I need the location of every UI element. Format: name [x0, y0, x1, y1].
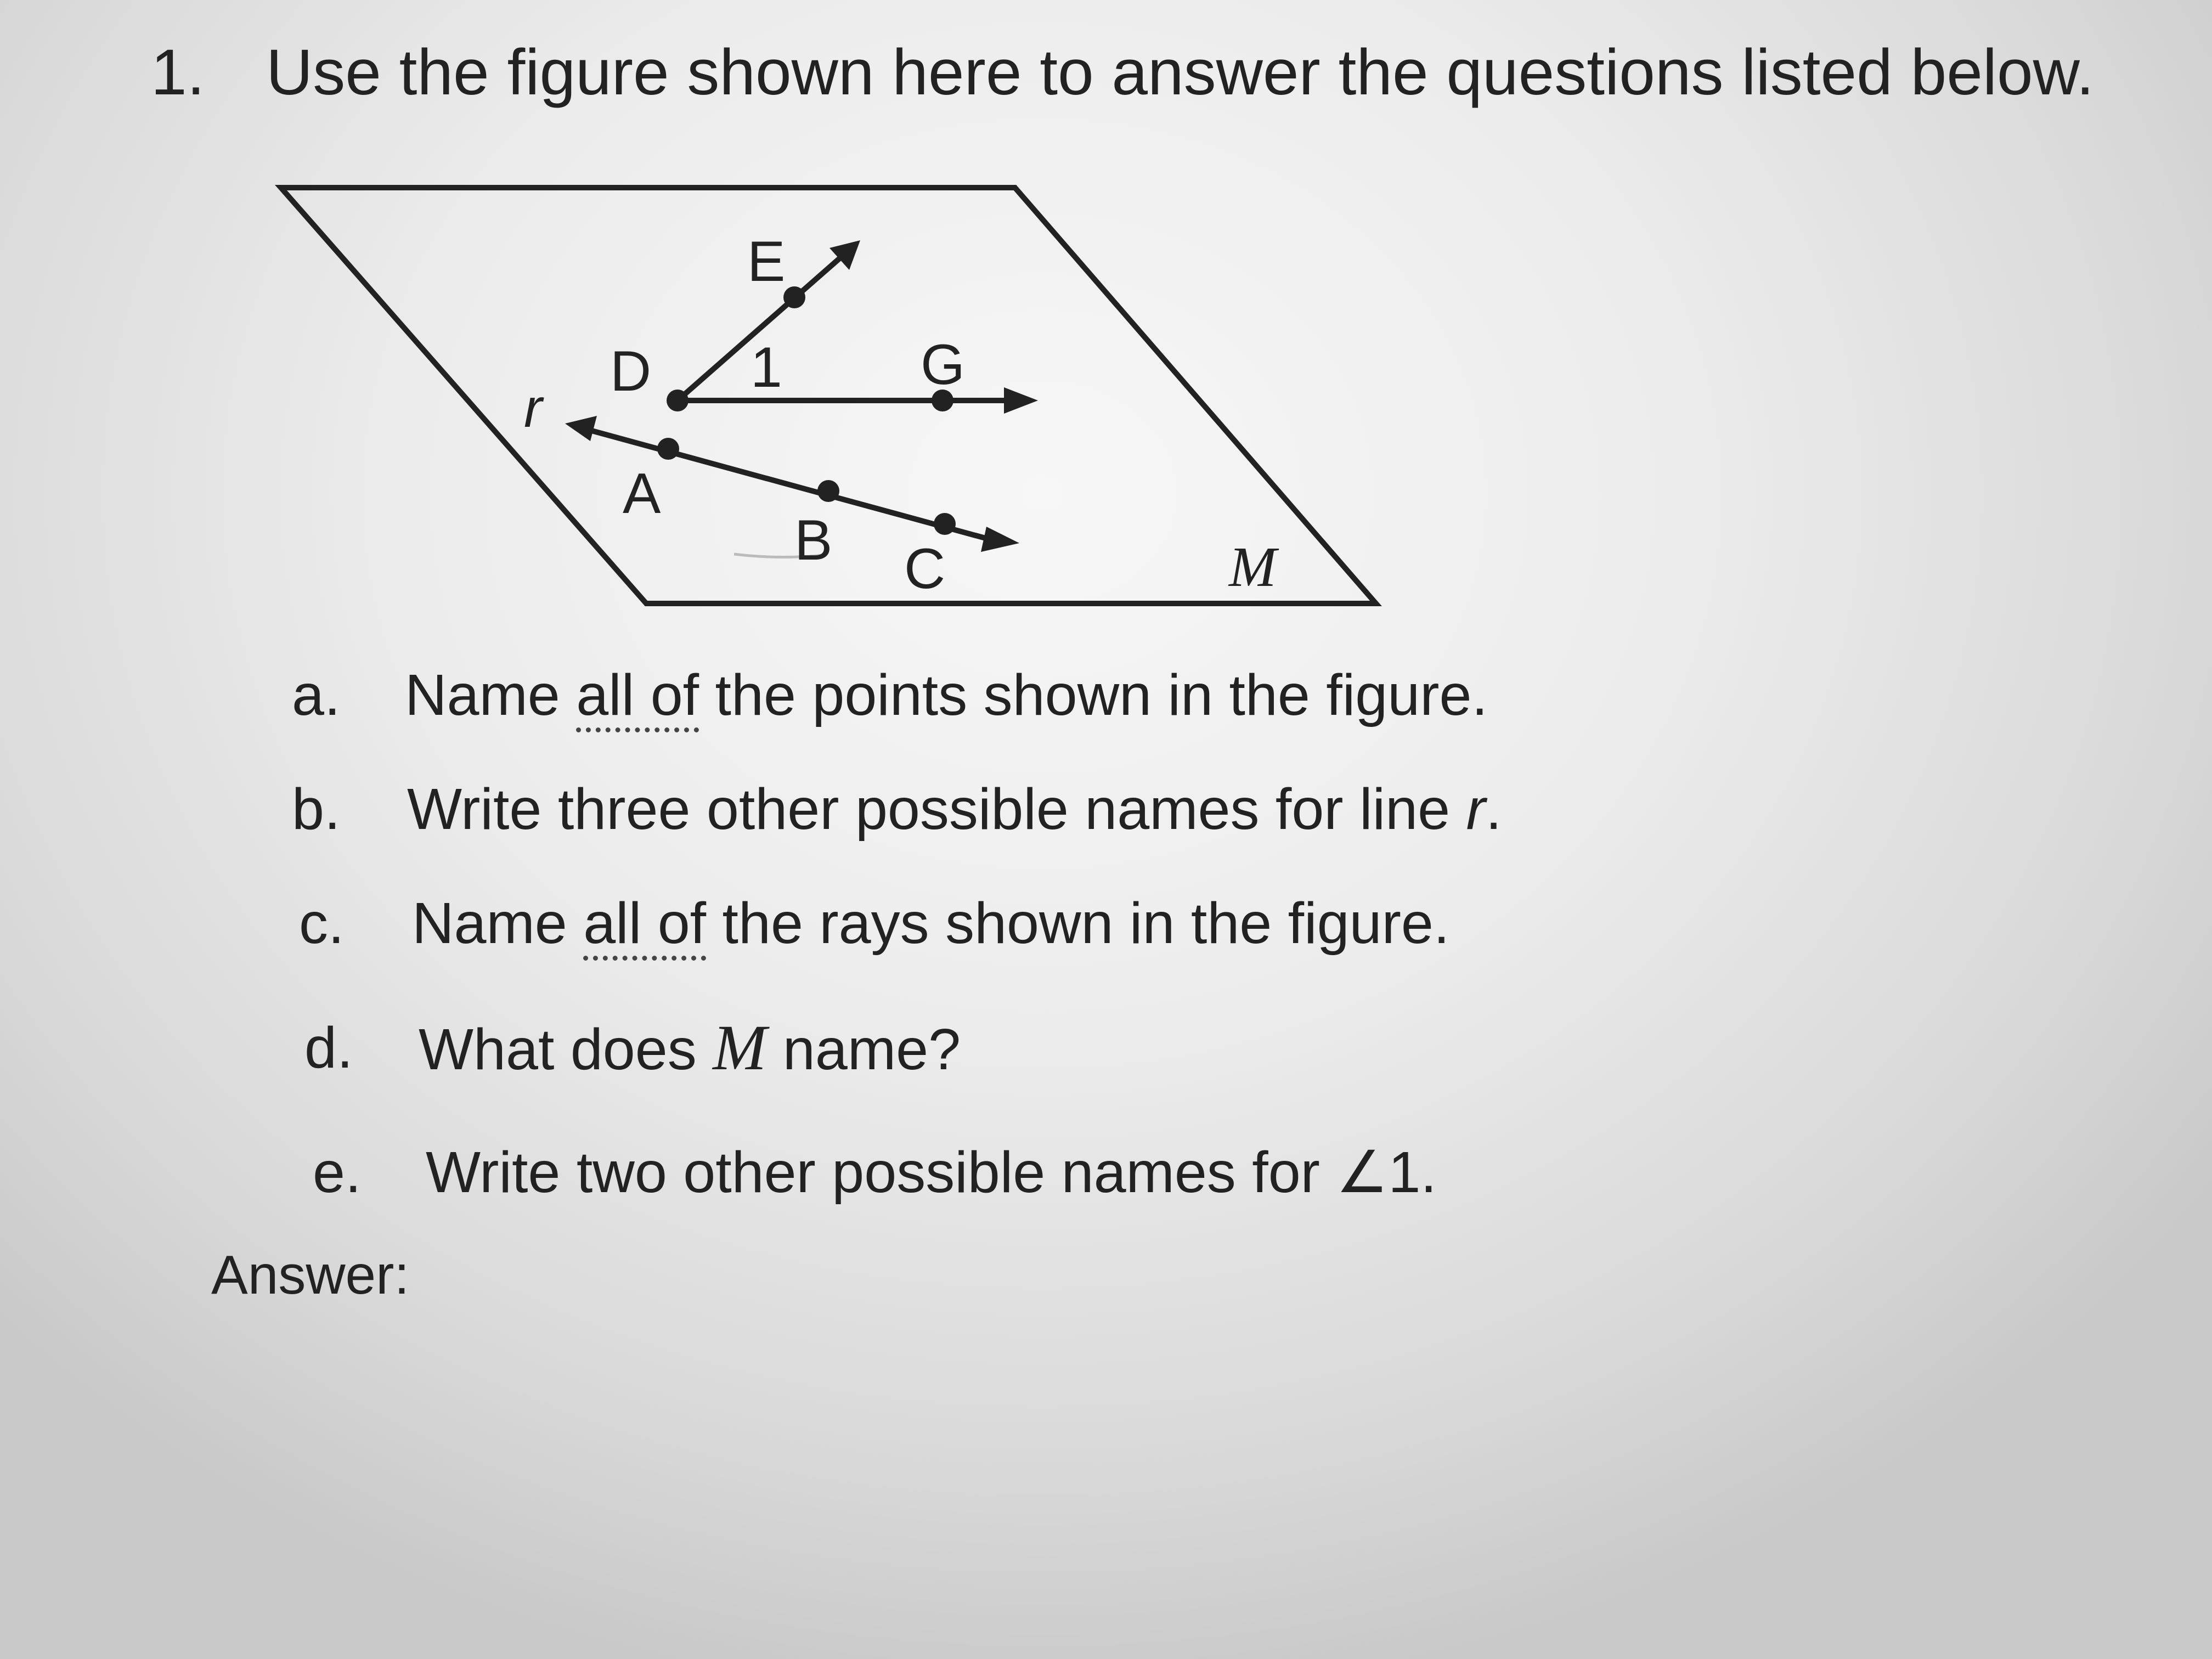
- part-e-before: Write two other possible names for: [426, 1140, 1336, 1205]
- part-e-after: .: [1420, 1140, 1437, 1205]
- point-b: [817, 480, 839, 502]
- point-a: [657, 438, 679, 460]
- part-b-italic: r: [1466, 777, 1486, 842]
- part-b-letter: b.: [292, 777, 341, 842]
- part-c-after: the rays shown in the figure.: [706, 891, 1450, 956]
- point-c: [934, 513, 956, 535]
- part-d-letter: d.: [304, 1015, 353, 1080]
- label-g: G: [921, 333, 965, 397]
- question-number: 1.: [151, 36, 205, 109]
- line-r-arrowhead-left: [565, 416, 597, 441]
- part-a-letter: a.: [292, 663, 341, 727]
- part-b-after: .: [1485, 777, 1502, 842]
- part-d-script-m: M: [713, 1012, 767, 1084]
- part-e-letter: e.: [313, 1140, 362, 1205]
- part-d-before: What does: [419, 1017, 713, 1082]
- question-prompt: Use the figure shown here to answer the questions listed below.: [266, 36, 2095, 109]
- part-a-after: the points shown in the figure.: [699, 663, 1488, 727]
- label-e: E: [747, 230, 786, 294]
- part-b-before: Write three other possible names for line: [407, 777, 1466, 842]
- label-a: A: [623, 462, 661, 526]
- label-b: B: [794, 509, 833, 572]
- label-d: D: [610, 340, 652, 403]
- line-r-arrowhead-right: [981, 527, 1019, 552]
- part-e-text: [426, 1137, 1437, 1208]
- ray-dg-arrowhead: [1004, 387, 1038, 414]
- part-c-letter: c.: [299, 891, 345, 956]
- point-d: [667, 390, 689, 411]
- answer-label: Answer:: [211, 1244, 410, 1306]
- point-e: [783, 286, 805, 308]
- part-e-angle-symbol: ∠1: [1336, 1140, 1421, 1205]
- label-line-r: r: [524, 377, 543, 439]
- part-c-before: Name: [412, 891, 584, 956]
- part-d-text: [419, 1012, 961, 1085]
- label-angle-1: 1: [751, 336, 782, 399]
- label-plane-m: M: [1229, 535, 1277, 599]
- part-a-underlined: all of: [576, 663, 699, 732]
- part-a-text: [405, 659, 1488, 731]
- part-c-text: [412, 888, 1449, 959]
- part-c-underlined: all of: [583, 891, 706, 961]
- label-c: C: [904, 537, 946, 601]
- part-b-text: [407, 774, 1502, 845]
- part-a-before: Name: [405, 663, 577, 727]
- part-d-after: name?: [766, 1017, 961, 1082]
